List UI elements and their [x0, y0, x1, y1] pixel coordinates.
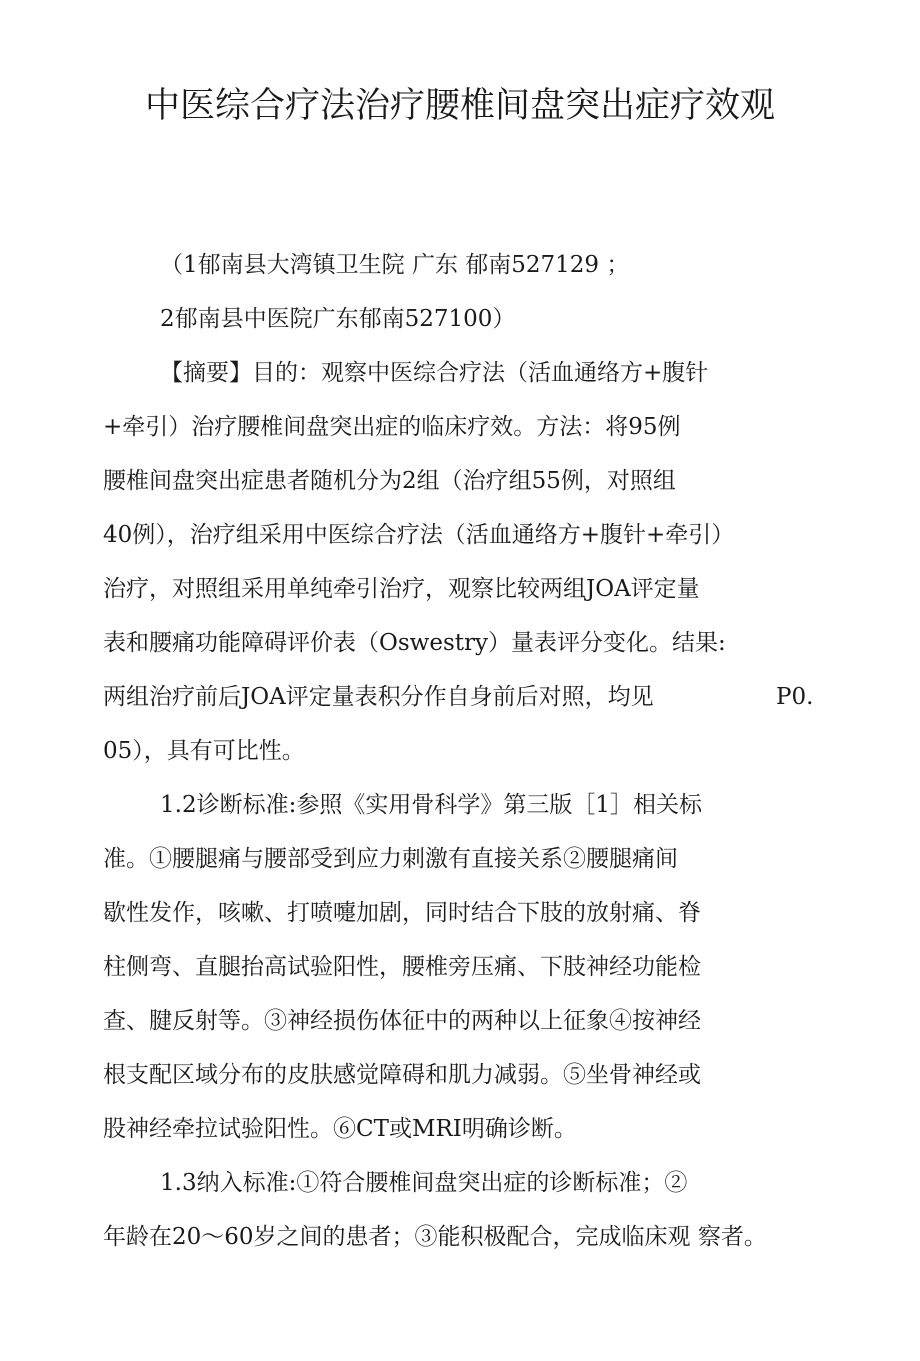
- abstract-line-tail: P0.: [776, 684, 814, 710]
- affiliation-line-2: 2郁南县中医院广东郁南527100）: [160, 306, 516, 332]
- section-body-line: 准。①腰腿痛与腰部受到应力刺激有直接关系②腰腿痛间: [103, 846, 678, 872]
- section-body-line: 根支配区域分布的皮肤感觉障碍和肌力减弱。⑤坐骨神经或: [103, 1062, 701, 1088]
- section-heading-line: 1.2诊断标准:参照《实用骨科学》第三版［1］相关标: [160, 792, 702, 818]
- abstract-line: 表和腰痛功能障碍评价表（Oswestry）量表评分变化。结果:: [103, 630, 726, 656]
- abstract-line: 05），具有可比性。: [103, 738, 305, 764]
- section-body-line: 柱侧弯、直腿抬高试验阳性，腰椎旁压痛、下肢神经功能检: [103, 954, 701, 980]
- section-body-line: 股神经牵拉试验阳性。⑥CT或MRI明确诊断。: [103, 1116, 577, 1142]
- abstract-line: 治疗，对照组采用单纯牵引治疗，观察比较两组JOA评定量: [103, 576, 700, 602]
- abstract-line: 腰椎间盘突出症患者随机分为2组（治疗组55例，对照组: [103, 468, 676, 494]
- affiliation-line-1: （1郁南县大湾镇卫生院 广东 郁南527129 ；: [160, 252, 630, 278]
- abstract-line: 两组治疗前后JOA评定量表积分作自身前后对照，均见: [103, 684, 654, 710]
- document-title: 中医综合疗法治疗腰椎间盘突出症疗效观: [144, 86, 775, 126]
- section-body-line: 年龄在20～60岁之间的患者；③能积极配合，完成临床观 察者。: [103, 1224, 767, 1250]
- abstract-line: 【摘要】目的：观察中医综合疗法（活血通络方+腹针: [160, 360, 709, 386]
- section-body-line: 查、腱反射等。③神经损伤体征中的两种以上征象④按神经: [103, 1008, 701, 1034]
- abstract-line: +牵引）治疗腰椎间盘突出症的临床疗效。方法：将95例: [103, 414, 681, 440]
- abstract-line: 40例），治疗组采用中医综合疗法（活血通络方+腹针+牵引）: [103, 522, 735, 548]
- section-heading-line: 1.3纳入标准:①符合腰椎间盘突出症的诊断标准；②: [160, 1170, 688, 1196]
- section-body-line: 歇性发作，咳嗽、打喷嚏加剧，同时结合下肢的放射痛、脊: [103, 900, 701, 926]
